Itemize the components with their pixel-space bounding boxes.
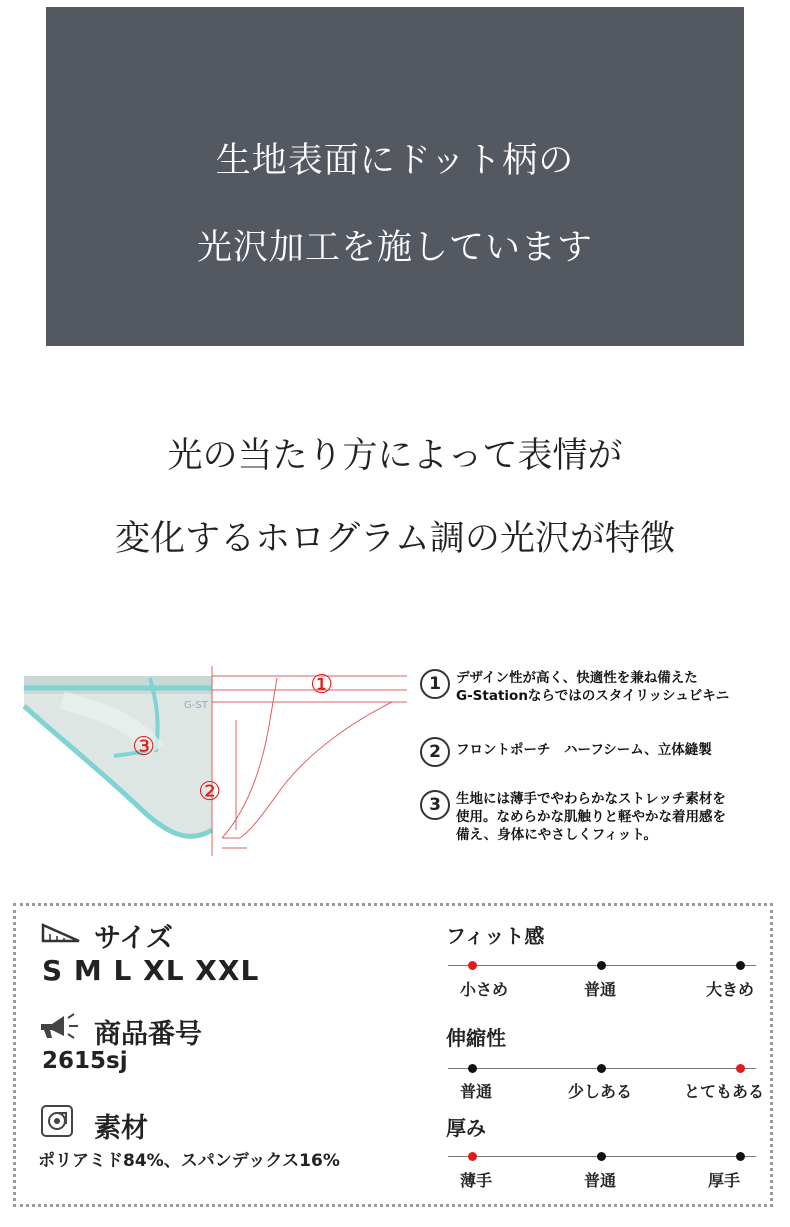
tagline-line-1: 光の当たり方によって表情が bbox=[167, 436, 623, 476]
feature-number: 3 bbox=[420, 790, 450, 820]
size-title: サイズ bbox=[94, 923, 173, 954]
feature-line: フロントポーチ ハーフシーム、立体縫製 bbox=[456, 742, 712, 758]
banner-line-2: 光沢加工を施しています bbox=[196, 228, 593, 268]
stretch-scale-title: 伸縮性 bbox=[446, 1026, 506, 1050]
stretch-scale-dot-some bbox=[597, 1064, 606, 1073]
feature-text bbox=[456, 669, 729, 705]
fit-scale-label: 大きめ bbox=[706, 980, 755, 999]
feature-text bbox=[456, 790, 726, 844]
stretch-scale-dot-normal bbox=[468, 1064, 477, 1073]
garment-photo bbox=[24, 676, 212, 836]
fit-scale-label: 小さめ bbox=[460, 980, 509, 999]
product-diagram bbox=[22, 660, 412, 860]
material-value: ポリアミド84%、スパンデックス16% bbox=[38, 1151, 340, 1171]
spec-details bbox=[38, 906, 418, 1204]
fit-scale-title: フィット感 bbox=[446, 924, 545, 948]
thickness-scale-dot-thin bbox=[468, 1152, 477, 1161]
megaphone-icon bbox=[38, 1012, 84, 1040]
material-title: 素材 bbox=[94, 1113, 148, 1144]
ruler-triangle-icon bbox=[40, 922, 82, 944]
stretch-scale-label: とてもある bbox=[684, 1082, 765, 1101]
product-number-title: 商品番号 bbox=[94, 1019, 202, 1050]
diagram-marker-2: ② bbox=[198, 777, 222, 807]
feature-line: デザイン性が高く、快適性を兼ね備えた bbox=[456, 670, 698, 686]
thickness-scale-label: 普通 bbox=[584, 1171, 617, 1190]
fit-scale-label: 普通 bbox=[584, 980, 617, 999]
feature-line: 備え、身体にやさしくフィット。 bbox=[456, 827, 658, 843]
feature-number: 2 bbox=[420, 737, 450, 767]
size-values: S M L XL XXL bbox=[42, 954, 260, 987]
thickness-scale-dot-thick bbox=[736, 1152, 745, 1161]
diagram-marker-3: ③ bbox=[132, 732, 156, 762]
stretch-scale-dot-very bbox=[736, 1064, 745, 1073]
fit-scale-dot-large bbox=[736, 961, 745, 970]
fit-scale-dot-small bbox=[468, 961, 477, 970]
garment-print-text: G-ST bbox=[184, 700, 208, 711]
spec-box bbox=[13, 903, 773, 1207]
tagline-line-2: 変化するホログラム調の光沢が特徴 bbox=[115, 519, 675, 559]
stretch-scale-label: 少しある bbox=[568, 1082, 633, 1101]
feature-line: G-Stationならではのスタイリッシュビキニ bbox=[456, 688, 730, 704]
diagram-marker-1: ① bbox=[310, 670, 334, 700]
thickness-scale-label: 薄手 bbox=[460, 1171, 493, 1190]
spec-scales bbox=[446, 906, 776, 1204]
feature-text bbox=[456, 741, 712, 759]
thickness-scale-title: 厚み bbox=[446, 1116, 486, 1140]
fit-scale-dot-normal bbox=[597, 961, 606, 970]
feature-number: 1 bbox=[420, 669, 450, 699]
product-number-value: 2615sj bbox=[42, 1048, 128, 1074]
thickness-scale-label: 厚手 bbox=[708, 1171, 741, 1190]
thickness-scale-dot-normal bbox=[597, 1152, 606, 1161]
stretch-scale-label: 普通 bbox=[460, 1082, 493, 1101]
fabric-roll-icon bbox=[40, 1104, 74, 1138]
intro-banner bbox=[46, 7, 744, 346]
banner-line-1: 生地表面にドット柄の bbox=[215, 141, 575, 181]
feature-line: 生地には薄手でやわらかなストレッチ素材を bbox=[456, 791, 726, 807]
feature-line: 使用。なめらかな肌触りと軽やかな着用感を bbox=[456, 809, 726, 825]
